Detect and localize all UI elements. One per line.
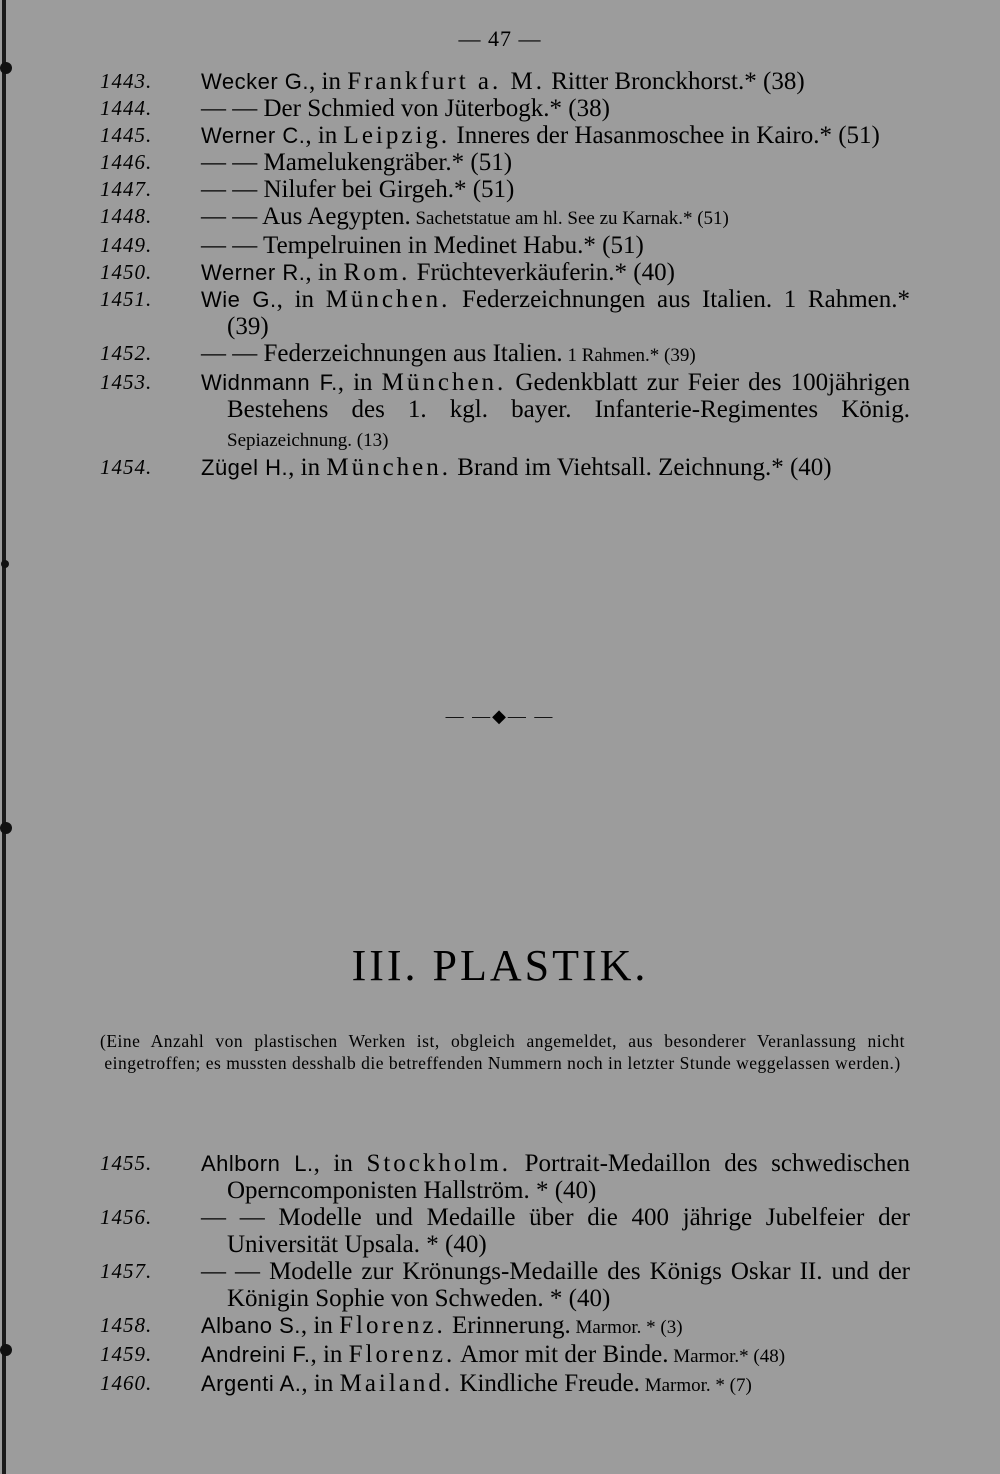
- artwork-title: — — Tempelruinen in Medinet Habu.* (51): [201, 232, 644, 259]
- entry-text: [201, 369, 910, 454]
- artist-name: Wecker G.: [201, 69, 310, 94]
- artist-name: Werner C.: [201, 123, 306, 148]
- entry-separator: , in: [276, 286, 326, 313]
- artwork-detail: Marmor. * (7): [639, 1375, 752, 1396]
- entry-number: 1460.: [100, 1371, 153, 1395]
- catalog-entries-paintings: [100, 68, 910, 481]
- artwork-title: Gedenkblatt zur Feier des 100jährigen Bestehens des 1. kgl. bayer. Infanterie-Regimentes König.: [227, 369, 911, 423]
- entry-separator: , in: [310, 1341, 349, 1368]
- entry-separator: , in: [301, 1370, 340, 1397]
- entry-text: [201, 232, 910, 259]
- catalog-entry: [100, 1258, 910, 1312]
- catalog-entry: [100, 232, 910, 259]
- catalog-entry: [100, 1341, 910, 1370]
- entry-separator: , in: [309, 68, 348, 95]
- entry-separator: , in: [300, 1312, 340, 1339]
- artwork-title: Amor mit der Binde.: [455, 1341, 669, 1368]
- artwork-title: — — Modelle und Medaille über die 400 jährige Jubelfeier der Universität Upsala. * (40): [201, 1204, 910, 1258]
- artist-name: Zügel H.: [201, 455, 289, 480]
- catalog-entry: [100, 95, 910, 122]
- entry-number: 1456.: [100, 1205, 153, 1229]
- artwork-detail: Sepiazeichnung. (13): [227, 430, 389, 451]
- entry-text: [201, 176, 910, 203]
- page-number: — 47 —: [458, 26, 542, 51]
- entry-text: [201, 122, 910, 149]
- entry-number: 1451.: [100, 287, 153, 311]
- artist-name: Werner R.: [201, 260, 306, 285]
- entry-number: 1459.: [100, 1342, 153, 1366]
- catalog-entry: [100, 1150, 910, 1204]
- entry-number: 1454.: [100, 455, 153, 479]
- entry-number: 1446.: [100, 150, 153, 174]
- entry-number: 1455.: [100, 1151, 153, 1175]
- edge-mark: [0, 62, 12, 74]
- artwork-title: Federzeichnungen aus Italien. 1 Rahmen.* (39): [227, 286, 910, 340]
- catalog-entry: [100, 149, 910, 176]
- artwork-title: Erinnerung.: [445, 1312, 571, 1339]
- artist-city: Leipzig.: [343, 122, 451, 149]
- artist-city: Florenz.: [348, 1341, 456, 1368]
- catalog-entry: [100, 1370, 910, 1399]
- entry-separator: , in: [313, 1150, 367, 1177]
- catalog-entry: [100, 454, 910, 481]
- entry-number: 1448.: [100, 204, 153, 228]
- entry-separator: , in: [337, 369, 382, 396]
- catalog-entry: [100, 259, 910, 286]
- catalog-entry: [100, 369, 910, 454]
- artist-name: Widnmann F.: [201, 370, 338, 395]
- entry-number: 1450.: [100, 260, 153, 284]
- entry-text: [201, 68, 910, 95]
- entry-text: [201, 454, 910, 481]
- artwork-title: — — Nilufer bei Girgeh.* (51): [201, 176, 515, 203]
- artwork-title: — — Modelle zur Krönungs-Medaille des Königs Oskar II. und der Königin Sophie von Schweden. * (40): [201, 1258, 910, 1312]
- artwork-detail: Marmor.* (48): [668, 1346, 786, 1367]
- artwork-title: — — Federzeichnungen aus Italien.: [201, 340, 563, 367]
- artist-name: Andreini F.: [201, 1342, 311, 1367]
- catalog-entries-sculpture: [100, 1150, 910, 1399]
- artwork-title: — — Aus Aegypten.: [201, 203, 411, 230]
- artwork-title: Ritter Bronckhorst.* (38): [544, 68, 805, 95]
- entry-text: [201, 1341, 910, 1370]
- entry-text: [201, 259, 910, 286]
- entry-number: 1443.: [100, 69, 153, 93]
- entry-number: 1445.: [100, 123, 153, 147]
- artist-city: Mailand.: [339, 1370, 454, 1397]
- catalog-entry: [100, 203, 910, 232]
- entry-text: [201, 286, 910, 340]
- artwork-title: — — Mamelukengräber.* (51): [201, 149, 513, 176]
- artwork-title: Brand im Viehtsall. Zeichnung.* (40): [451, 454, 832, 481]
- entry-number: 1447.: [100, 177, 153, 201]
- artwork-detail: 1 Rahmen.* (39): [562, 345, 696, 366]
- catalog-entry: [100, 68, 910, 95]
- artist-city: Frankfurt a. M.: [347, 68, 545, 95]
- catalog-entry: [100, 286, 910, 340]
- entry-text: [201, 1258, 910, 1312]
- artist-name: Argenti A.: [201, 1371, 302, 1396]
- entry-number: 1449.: [100, 233, 153, 257]
- page-edge-line: [2, 0, 6, 1474]
- catalog-entry: [100, 340, 910, 369]
- entry-text: [201, 1312, 910, 1341]
- edge-mark: [1, 560, 9, 568]
- catalog-entry: [100, 1204, 910, 1258]
- artist-name: Wie G.: [201, 287, 277, 312]
- entry-number: 1452.: [100, 341, 153, 365]
- artwork-title: — — Der Schmied von Jüterbogk.* (38): [201, 95, 610, 122]
- entry-text: [201, 1204, 910, 1258]
- artwork-title: Früchteverkäuferin.* (40): [410, 259, 675, 286]
- edge-mark: [0, 1344, 12, 1356]
- section-divider: — —◆— —: [445, 706, 555, 726]
- entry-text: [201, 203, 910, 232]
- entry-separator: , in: [288, 454, 327, 481]
- artwork-detail: Sachetstatue am hl. See zu Karnak.* (51): [410, 208, 729, 229]
- artwork-title: Portrait-Medaillon des schwedischen Operncomponisten Hallström. * (40): [227, 1150, 910, 1204]
- catalog-entry: [100, 1312, 910, 1341]
- artist-city: München.: [381, 369, 507, 396]
- entry-separator: , in: [305, 259, 344, 286]
- entry-text: [201, 340, 910, 369]
- entry-number: 1457.: [100, 1259, 153, 1283]
- artist-city: Stockholm.: [366, 1150, 512, 1177]
- artwork-title: Inneres der Hasanmoschee in Kairo.* (51): [450, 122, 880, 149]
- artist-city: Rom.: [343, 259, 411, 286]
- catalog-entry: [100, 176, 910, 203]
- entry-text: [201, 149, 910, 176]
- entry-text: [201, 1370, 910, 1399]
- entry-separator: , in: [305, 122, 344, 149]
- entry-text: [201, 1150, 910, 1204]
- entry-number: 1458.: [100, 1313, 153, 1337]
- artwork-title: Kindliche Freude.: [453, 1370, 640, 1397]
- edge-mark: [0, 822, 12, 834]
- section-note: (Eine Anzahl von plastischen Werken ist, obgleich angemeldet, aus besonderer Veranlassung nicht eingetroffen; es mussten desshalb die betreffenden Nummern noch in letzter Stunde weggelassen werden.): [100, 1031, 905, 1073]
- artist-city: Florenz.: [339, 1312, 446, 1339]
- section-heading: III. PLASTIK.: [351, 941, 649, 990]
- artist-name: Ahlborn L.: [201, 1151, 314, 1176]
- entry-text: [201, 95, 910, 122]
- artist-city: München.: [326, 454, 452, 481]
- entry-number: 1453.: [100, 370, 153, 394]
- artist-city: München.: [325, 286, 451, 313]
- artist-name: Albano S.: [201, 1313, 301, 1338]
- entry-number: 1444.: [100, 96, 153, 120]
- catalog-entry: [100, 122, 910, 149]
- artwork-detail: Marmor. * (3): [570, 1317, 683, 1338]
